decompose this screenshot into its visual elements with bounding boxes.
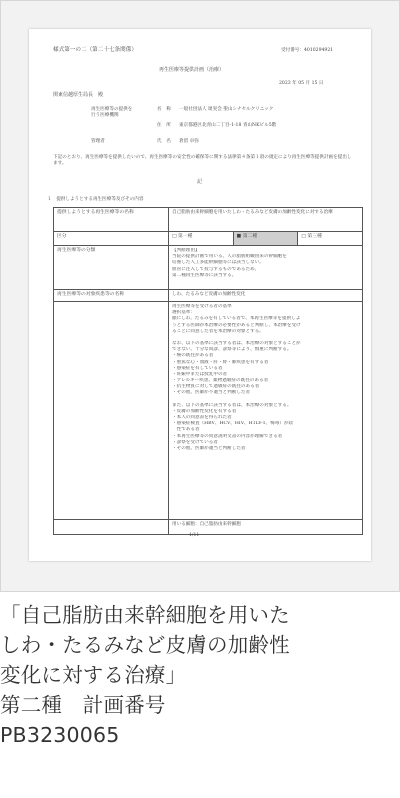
text-line: ・診察を受けている者 — [172, 439, 218, 445]
category-checks — [169, 232, 362, 245]
text-line: ・妊娠中または授乳中の者 — [172, 371, 228, 377]
admin-label: 管理者 — [91, 139, 105, 144]
receipt-number: 受付番号：4010294921 — [281, 48, 334, 53]
text-line: できない。十分な問診、診察等により、慎重に判断する。 — [172, 347, 292, 353]
row-value: 用いる細胞：自己脂肪由来幹細胞 — [172, 522, 241, 527]
document-page — [29, 29, 371, 561]
row-value: しわ、たるみなど皮膚の加齢性変化 — [172, 292, 246, 297]
table-row — [54, 246, 362, 290]
ki-mark: 記 — [197, 179, 203, 185]
text-line: また、以下の基準に該当する者は、本治療の対象とする。 — [172, 402, 292, 408]
row-lines — [169, 302, 362, 519]
text-line: ・皮膚の加齢性変化を有する者 — [172, 408, 237, 414]
row-label: 区分 — [54, 232, 169, 245]
table-row — [54, 208, 362, 232]
text-line: 第二種再生医療等に該当する。 — [172, 272, 237, 278]
row-label: 再生医療等の分類 — [54, 246, 169, 289]
table-row — [54, 520, 362, 534]
intro-text: 下記のとおり、再生医療等を提供したいので、再生医療等の安全性の確保等に関する法律第４条第１項の規定により再生医療等提供計画を提出します。 — [53, 155, 352, 167]
row-label: 提供しようとする再生医療等の名称 — [54, 208, 169, 231]
section-title: １ 提供しようとする再生医療等及びその内容 — [47, 197, 144, 202]
document-date: 2023 年 05 月 15 日 — [279, 81, 324, 86]
text-line: ・重篤な心・血液・肝・腎・肺疾患を有する者 — [172, 359, 269, 365]
text-line: ・感染症検査（HBV、HCV、HIV、HTLV-1、梅毒）が陰 — [172, 421, 294, 427]
text-line: ・抗生物質に対して過敏症の既往のある者 — [172, 384, 260, 390]
text-line: 選択基準： — [172, 310, 195, 316]
form-number: 様式第一の二（第二十七条関係） — [53, 47, 137, 53]
document-heading: 再生医療等提供計画（治療） — [159, 67, 225, 73]
caption-line: PB3230065 — [0, 723, 120, 747]
text-line: ・その他、医師が不適当と判断した者 — [172, 390, 251, 396]
text-line: ・アレルギー疾患、薬物過敏症の既往のある者 — [172, 378, 269, 384]
table-row — [54, 290, 362, 302]
text-line: 培養した人工多能幹細胞等には該当しない。 — [172, 260, 264, 266]
row-label: 再生医療等の対象疾患等の名称 — [54, 290, 169, 301]
row-label — [54, 520, 169, 534]
text-line: 顔にしわ、たるみを有している者で、本再生医療等を提供しよ — [172, 316, 301, 322]
caption-line: 第二種 計画番号 — [0, 693, 166, 717]
text-line: なお、以下の基準に該当する者は、本治療の対象とすることが — [172, 340, 301, 346]
caption-line: しわ・たるみなど皮膚の加齢性 — [0, 633, 290, 657]
text-line: ることに同意した者を本治療の対象とする。 — [172, 328, 264, 334]
table-row — [54, 302, 362, 520]
field-label-name: 名 称 — [157, 107, 171, 112]
text-line: ・感染症を有している者 — [172, 365, 223, 371]
addressee: 関東信越厚生局長 殿 — [53, 92, 104, 98]
field-value-address: 東京都港区北青山二丁目-1-18 青山NKビル5階 — [179, 123, 277, 128]
caption-line: 変化に対する治療」 — [0, 663, 187, 687]
text-line: ・本再生医療等の同意説明文書の内容が理解できる者 — [172, 433, 283, 439]
text-line: 血管に注入して投与するものであるため、 — [172, 266, 260, 272]
field-label-address: 住 所 — [157, 123, 171, 128]
row-value: 自己脂肪由来幹細胞を用いたしわ・たるみなど皮膚の加齢性変化に対する治療 — [172, 210, 333, 215]
text-line: ・癌の既往がある者 — [172, 353, 214, 359]
text-line: 【判断理由】 — [172, 248, 200, 253]
page-number: 1/11 — [189, 533, 200, 538]
text-line: 当院の提供計画で用いる、人の脂肪組織由来の幹細胞を — [172, 254, 287, 260]
provider-label: 再生医療等の提供を 行う医療機関 — [91, 107, 133, 119]
row-label — [54, 302, 169, 519]
text-line: 再生医療等を受ける者の基準 — [172, 304, 232, 309]
text-line: ・本人の同意書を得られた者 — [172, 415, 232, 420]
admin-name: 倉留 卓弥 — [179, 139, 199, 144]
text-line: 性である者 — [172, 427, 200, 433]
text-line: ・その他、医師が適当と判断した者 — [172, 445, 246, 451]
check-type-2: ■ 第二種 — [234, 232, 299, 245]
check-type-1: □ 第一種 — [169, 232, 234, 245]
table-row — [54, 232, 362, 246]
row-lines — [169, 246, 362, 289]
caption — [0, 600, 400, 750]
field-value-name: 一般社団法人 頌実会 聖山シナセルクリニック — [179, 107, 274, 112]
check-type-3: □ 第三種 — [301, 234, 322, 239]
admin-name-label: 氏 名 — [157, 139, 171, 144]
caption-line: 「自己脂肪由来幹細胞を用いた — [0, 603, 290, 627]
text-line: うとする医師が本治療の必要性があると判断し、本治療を受け — [172, 322, 301, 328]
plan-table — [53, 207, 363, 535]
